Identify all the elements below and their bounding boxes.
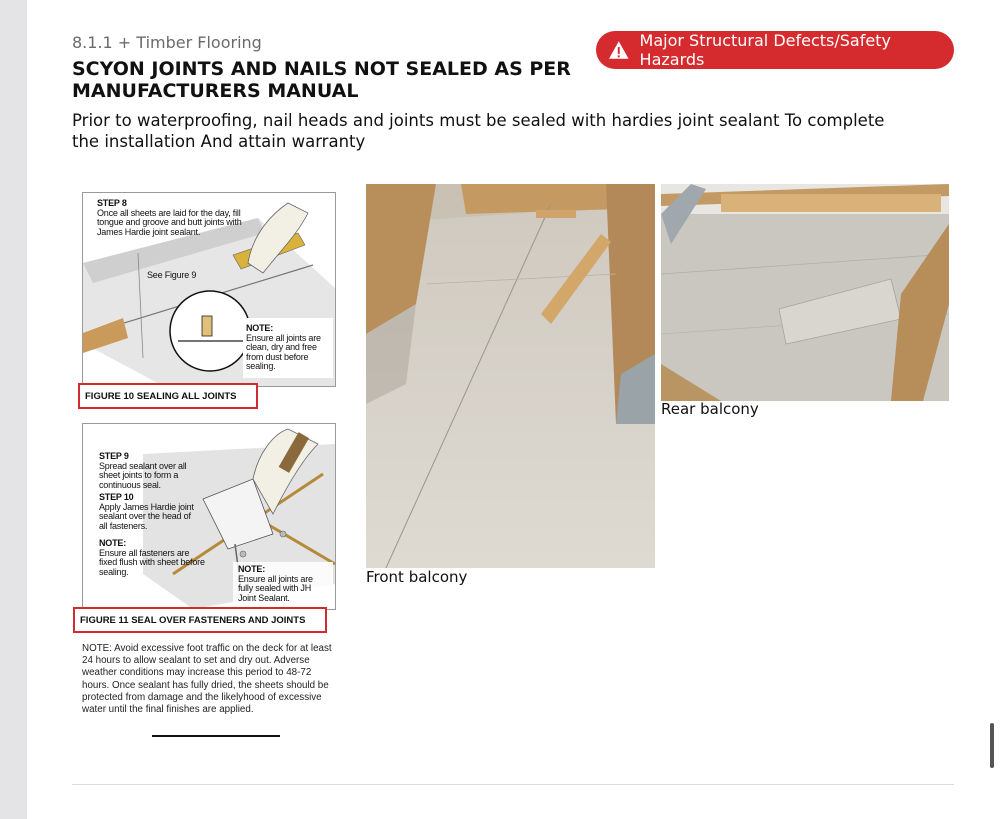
joint-note [238,565,328,603]
warning-triangle-icon [608,40,630,60]
step-9-text [99,452,209,490]
figure-10-note-title: NOTE: [246,323,273,333]
fastener-note [99,539,209,577]
rear-balcony-photo [661,184,949,401]
fastener-note-title: NOTE: [99,538,126,548]
footer-divider [72,784,954,785]
figure-11-caption: FIGURE 11 SEAL OVER FASTENERS AND JOINTS [73,607,327,633]
step-8-title: STEP 8 [97,198,127,208]
front-balcony-label: Front balcony [366,568,468,586]
figure-10-note-body: Ensure all joints are clean, dry and free from dust before sealing. [246,332,321,371]
figure-10-diagram [82,192,336,387]
scrollbar-thumb[interactable] [990,723,994,768]
see-figure-label: See Figure 9 [147,270,197,280]
page-gutter [0,0,27,819]
step-8-body: Once all sheets are laid for the day, fill tongue and groove and butt joints with James Hardie joint sealant. [97,207,242,237]
step-10-body: Apply James Hardie joint sealant over the head of all fasteners. [99,501,194,531]
step-9-body: Spread sealant over all sheet joints to form a continuous seal. [99,460,187,490]
step-10-text [99,493,199,531]
front-balcony-photo [366,184,655,568]
step-9-title: STEP 9 [99,451,129,461]
figure-10-note [246,324,331,372]
joint-note-title: NOTE: [238,564,265,574]
foot-traffic-note: NOTE: Avoid excessive foot traffic on the deck for at least 24 hours to allow sealant to set and dry out. Adverse weather conditions may increase this period to 48-72 hours. Once sealant has fully dried, the sheets should be protected from damage and the likelyhood of excessive water until the final finishes are applied. [82,643,332,716]
severity-badge [596,31,954,69]
section-heading: 8.1.1 + Timber Flooring [72,33,262,52]
severity-label: Major Structural Defects/Safety Hazards [639,31,891,69]
figure-10-caption: FIGURE 10 SEALING ALL JOINTS [78,383,258,409]
step-10-title: STEP 10 [99,492,134,502]
defect-title: SCYON JOINTS AND NAILS NOT SEALED AS PER MANUFACTURERS MANUAL [72,58,571,102]
step-8-text [97,199,247,237]
rear-balcony-label: Rear balcony [661,400,759,418]
defect-description: Prior to waterproofing, nail heads and joints must be sealed with hardies joint sealant To complete the installation And attain warranty [72,111,885,151]
joint-note-body: Ensure all joints are fully sealed with JH Joint Sealant. [238,573,313,603]
figure-11-diagram [82,423,336,610]
note-underline [152,735,280,737]
fastener-note-body: Ensure all fasteners are fixed flush with sheet before sealing. [99,547,205,577]
